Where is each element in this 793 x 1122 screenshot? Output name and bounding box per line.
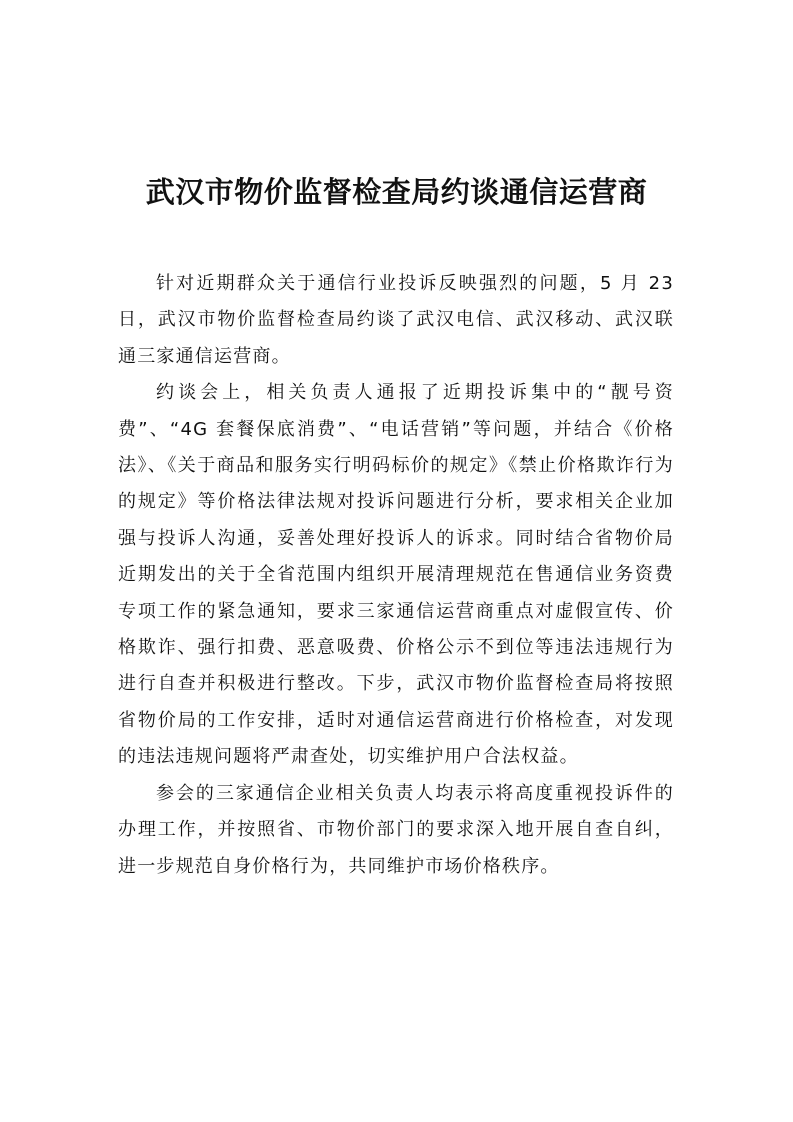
- paragraph-1: 针对近期群众关于通信行业投诉反映强烈的问题，5 月 23 日，武汉市物价监督检查局约谈了武汉电信、武汉移动、武汉联通三家通信运营商。: [118, 273, 674, 367]
- paragraph-2: 约谈会上，相关负责人通报了近期投诉集中的“靓号资费”、“4G 套餐保底消费”、“电话营销”等问题，并结合《价格法》、《关于商品和服务实行明码标价的规定》《禁止价格欺诈行为的规定》等价格法律法规对投诉问题进行分析，要求相关企业加强与投诉人沟通，妥善处理好投诉人的诉求。同时结合省物价局近期发出的关于全省范围内组织开展清理规范在售通信业务资费专项工作的紧急通知，要求三家通信运营商重点对虚假宣传、价格欺诈、强行扣费、恶意吸费、价格公示不到位等违法违规行为进行自查并积极进行整改。下步，武汉市物价监督检查局将按照省物价局的工作安排，适时对通信运营商进行价格检查，对发现的违法违规问题将严肃查处，切实维护用户合法权益。: [118, 382, 674, 768]
- document-body: [118, 266, 674, 885]
- paragraph-3: 参会的三家通信企业相关负责人均表示将高度重视投诉件的办理工作，并按照省、市物价部门的要求深入地开展自查自纠，进一步规范自身价格行为，共同维护市场价格秩序。: [118, 782, 674, 877]
- document-title: 武汉市物价监督检查局约谈通信运营商: [145, 175, 648, 209]
